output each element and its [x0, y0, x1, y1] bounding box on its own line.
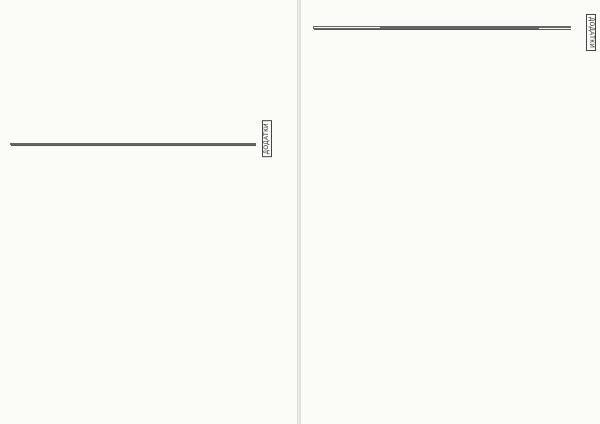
right-data-table	[313, 26, 571, 30]
row-label	[11, 145, 60, 146]
right-table-body	[314, 29, 571, 30]
row-label	[314, 29, 381, 30]
left-table-body	[11, 145, 256, 146]
left-page	[0, 0, 297, 424]
table-cell	[444, 29, 476, 30]
right-table-block	[313, 22, 571, 35]
right-page	[301, 0, 600, 424]
table-cell	[84, 145, 109, 146]
left-table-block	[10, 140, 256, 149]
left-side-tab: ДОДАТКИ	[262, 120, 272, 157]
table-row	[11, 145, 256, 146]
table-cell	[60, 145, 85, 146]
left-data-table	[10, 143, 256, 146]
table-cell	[158, 145, 183, 146]
table-cell	[475, 29, 507, 30]
table-cell	[231, 145, 256, 146]
table-cell	[412, 29, 444, 30]
table-cell	[539, 29, 571, 30]
right-side-tab: ДОДАТКИ	[586, 14, 596, 51]
table-cell	[380, 29, 412, 30]
table-cell	[182, 145, 207, 146]
table-cell	[109, 145, 134, 146]
table-row	[314, 29, 571, 30]
table-cell	[207, 145, 232, 146]
table-cell	[133, 145, 158, 146]
table-cell	[507, 29, 539, 30]
